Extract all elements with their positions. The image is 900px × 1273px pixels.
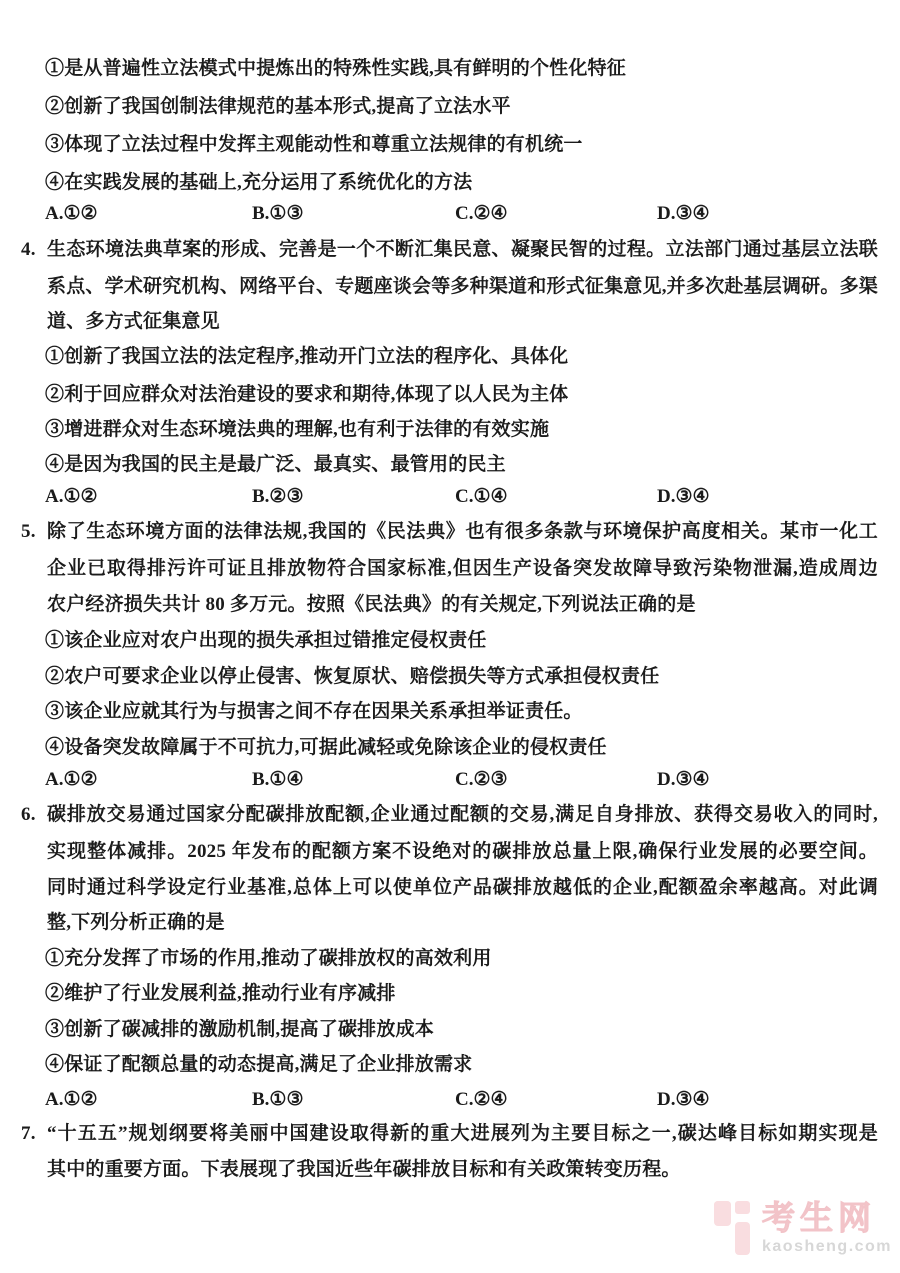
q4-sub-option-3: ③增进群众对生态环境法典的理解,也有利于法律的有效实施 [45,419,550,440]
q7-stem-line-1 [21,1120,878,1147]
kaosheng-logo-icon [714,1201,751,1256]
q4-choice-d: D.③④ [657,486,710,507]
q3-sub-option-2: ②创新了我国创制法律规范的基本形式,提高了立法水平 [45,96,511,117]
q5-stem-line-2: 企业已取得排污许可证且排放物符合国家标准,但因生产设备突发故障导致污染物泄漏,造成周边 [47,558,878,579]
q6-sub-option-1: ①充分发挥了市场的作用,推动了碳排放权的高效利用 [45,948,492,969]
q3-sub-option-1: ①是从普遍性立法模式中提炼出的特殊性实践,具有鲜明的个性化特征 [45,58,626,79]
q5-number: 5. [21,521,36,542]
q3-choice-c: C.②④ [455,203,508,224]
q6-sub-option-2: ②维护了行业发展利益,推动行业有序减排 [45,983,396,1004]
watermark-text [762,1201,892,1256]
q6-choices-row [0,1086,900,1114]
q6-stem-line-1 [21,801,878,828]
q6-choice-c: C.②④ [455,1089,508,1110]
q4-stem-text-1: 生态环境法典草案的形成、完善是一个不断汇集民意、凝聚民智的过程。立法部门通过基层立法联 [47,239,878,260]
q6-stem-line-2: 实现整体减排。2025 年发布的配额方案不设绝对的碳排放总量上限,确保行业发展的必要空间。 [47,841,878,862]
q7-stem-text-1: “十五五”规划纲要将美丽中国建设取得新的重大进展列为主要目标之一,碳达峰目标如期实现是 [47,1123,878,1144]
q5-sub-option-4: ④设备突发故障属于不可抗力,可据此减轻或免除该企业的侵权责任 [45,737,607,758]
q5-stem-line-1 [21,518,878,545]
q5-sub-option-1: ①该企业应对农户出现的损失承担过错推定侵权责任 [45,630,487,651]
q5-sub-option-2: ②农户可要求企业以停止侵害、恢复原状、赔偿损失等方式承担侵权责任 [45,666,660,687]
kaosheng-watermark [714,1201,892,1256]
q5-choice-a: A.①② [45,769,98,790]
q4-number: 4. [21,239,36,260]
q3-choice-d: D.③④ [657,203,710,224]
q3-sub-option-4: ④在实践发展的基础上,充分运用了系统优化的方法 [45,172,473,193]
q4-choices-row [0,483,900,511]
watermark-site-url: kaosheng.com [762,1238,893,1255]
q6-stem-line-3: 同时通过科学设定行业基准,总体上可以使单位产品碳排放越低的企业,配额盈余率越高。对此调 [47,877,878,898]
q4-stem-line-3: 道、多方式征集意见 [47,311,220,332]
q6-sub-option-4: ④保证了配额总量的动态提高,满足了企业排放需求 [45,1054,473,1075]
q4-stem-line-2: 系点、学术研究机构、网络平台、专题座谈会等多种渠道和形式征集意见,并多次赴基层调研。多渠 [47,276,878,297]
q5-stem-text-1: 除了生态环境方面的法律法规,我国的《民法典》也有很多条款与环境保护高度相关。某市一化工 [47,521,878,542]
q4-choice-c: C.①④ [455,486,508,507]
q6-choice-b: B.①③ [252,1089,304,1110]
q6-stem-text-1: 碳排放交易通过国家分配碳排放配额,企业通过配额的交易,满足自身排放、获得交易收入的同时, [47,804,878,825]
q7-stem-line-2: 其中的重要方面。下表展现了我国近些年碳排放目标和有关政策转变历程。 [47,1159,681,1180]
q6-stem-line-4: 整,下列分析正确的是 [47,912,225,933]
q6-choice-a: A.①② [45,1089,98,1110]
q7-number: 7. [21,1123,36,1144]
q5-sub-option-3: ③该企业应就其行为与损害之间不存在因果关系承担举证责任。 [45,701,583,722]
q5-choice-d: D.③④ [657,769,710,790]
watermark-site-name: 考生网 [762,1199,876,1236]
q4-stem-line-1 [21,236,878,263]
q5-choice-b: B.①④ [252,769,304,790]
q6-number: 6. [21,804,36,825]
q5-choice-c: C.②③ [455,769,508,790]
q4-choice-a: A.①② [45,486,98,507]
q3-sub-option-3: ③体现了立法过程中发挥主观能动性和尊重立法规律的有机统一 [45,134,583,155]
q6-sub-option-3: ③创新了碳减排的激励机制,提高了碳排放成本 [45,1019,434,1040]
q6-choice-d: D.③④ [657,1089,710,1110]
q3-choice-a: A.①② [45,203,98,224]
q5-choices-row [0,766,900,794]
q3-choice-b: B.①③ [252,203,304,224]
q4-sub-option-2: ②利于回应群众对法治建设的要求和期待,体现了以人民为主体 [45,384,569,405]
q4-sub-option-1: ①创新了我国立法的法定程序,推动开门立法的程序化、具体化 [45,346,569,367]
q3-choices-row [0,200,900,228]
q5-stem-line-3: 农户经济损失共计 80 多万元。按照《民法典》的有关规定,下列说法正确的是 [47,594,696,615]
q4-sub-option-4: ④是因为我国的民主是最广泛、最真实、最管用的民主 [45,454,506,475]
q4-choice-b: B.②③ [252,486,304,507]
